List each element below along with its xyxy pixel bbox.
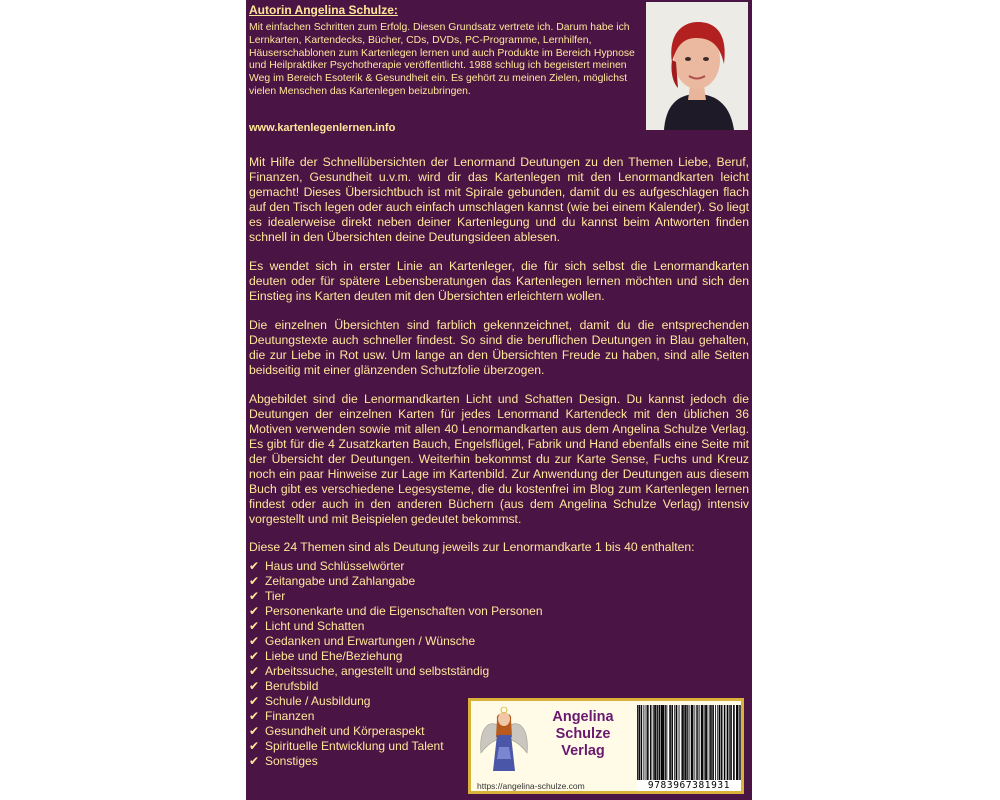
author-section [246, 0, 752, 143]
description-text [249, 155, 749, 541]
topic-label: Licht und Schatten [265, 619, 365, 633]
angel-icon [479, 707, 529, 777]
checkmark-icon: ✔ [249, 634, 260, 648]
topic-item [249, 559, 543, 574]
topic-label: Liebe und Ehe/Beziehung [265, 649, 403, 663]
topic-item [249, 619, 543, 634]
description-paragraph-4: Abgebildet sind die Lenormandkarten Licht und Schatten Design. Du kannst jedoch die Deutungen der einzelnen Karten für jedes Lenormand Kartendeck mit den üblichen 36 Motiven verwenden sowie mit allen 40 Lenormandkarten aus dem Angelina Schulze Verlag. Es gibt für die 4 Zusatzkarten Bauch, Engelsflügel, Fabrik und Hand ebenfalls eine Seite mit der Übersicht der Deutungen. Weiterhin bekommst du zur Karte Sense, Fuchs und Kreuz noch ein paar Hinweise zur Lage im Kartenbild. Zur Anwendung der Deutungen aus diesem Buch gibt es verschiedene Legesysteme, die du kostenfrei im Blog zum Kartenlegen lernen findest oder auch in den anderen Büchern (aus dem Angelina Schulze Verlag) intensiv vorgestellt und mit Beispielen gedeutet bekommst. [249, 392, 749, 526]
description-paragraph-2: Es wendet sich in erster Linie an Kartenleger, die für sich selbst die Lenormandkarten deuten oder für spätere Lebensberatungen das Kartenlegen lernen möchten und sich den Einstieg ins Karten deuten mit den Übersichten erleichtern wollen. [249, 259, 749, 303]
topic-item [249, 604, 543, 619]
topic-label: Arbeitssuche, angestellt und selbstständig [265, 664, 490, 678]
author-photo [646, 2, 748, 130]
topic-item [249, 634, 543, 649]
topic-item [249, 679, 543, 694]
topic-label: Sonstiges [265, 754, 318, 768]
checkmark-icon: ✔ [249, 664, 260, 678]
checkmark-icon: ✔ [249, 739, 260, 753]
author-portrait-icon [646, 2, 748, 130]
topic-label: Tier [265, 589, 286, 603]
description-paragraph-3: Die einzelnen Übersichten sind farblich gekennzeichnet, damit du die entsprechenden Deutungstexte auch schneller findest. So sind die beruflichen Deutungen in Blau gehalten, die zur Liebe in Rot usw. Um lange an den Übersichten Freude zu haben, sind alle Seiten beidseitig mit einer glänzenden Schutzfolie überzogen. [249, 318, 749, 377]
topic-item [249, 589, 543, 604]
checkmark-icon: ✔ [249, 709, 260, 723]
checkmark-icon: ✔ [249, 604, 260, 618]
topic-label: Berufsbild [265, 679, 319, 693]
isbn-barcode [637, 705, 741, 781]
topic-label: Schule / Ausbildung [265, 694, 371, 708]
topics-intro: Diese 24 Themen sind als Deutung jeweils zur Lenormandkarte 1 bis 40 enthalten: [249, 540, 695, 554]
topic-label: Spirituelle Entwicklung und Talent [265, 739, 444, 753]
topic-label: Zeitangabe und Zahlangabe [265, 574, 416, 588]
publisher-name [543, 709, 623, 760]
author-heading: Autorin Angelina Schulze: [249, 3, 398, 17]
checkmark-icon: ✔ [249, 724, 260, 738]
author-website-link[interactable]: www.kartenlegenlernen.info [249, 122, 396, 134]
book-back-cover [246, 0, 752, 800]
topic-label: Finanzen [265, 709, 315, 723]
topic-label: Personenkarte und die Eigenschaften von Personen [265, 604, 543, 618]
checkmark-icon: ✔ [249, 559, 260, 573]
checkmark-icon: ✔ [249, 649, 260, 663]
topic-label: Gesundheit und Körperaspekt [265, 724, 425, 738]
checkmark-icon: ✔ [249, 574, 260, 588]
publisher-name-line-2: Schulze [555, 726, 611, 742]
publisher-box [468, 698, 744, 794]
topic-label: Haus und Schlüsselwörter [265, 559, 405, 573]
publisher-website-link[interactable]: https://angelina-schulze.com [477, 781, 585, 791]
checkmark-icon: ✔ [249, 619, 260, 633]
checkmark-icon: ✔ [249, 679, 260, 693]
author-bio: Mit einfachen Schritten zum Erfolg. Diesen Grundsatz vertrete ich. Darum habe ich Lernkarten, Kartendecks, Bücher, CDs, DVDs, PC-Programme, Lernhilfen, Häuserschablonen zum Kartenlegen lernen und auch Produkte im Bereich Hypnose und Heilpraktiker Psychotherapie veröffentlicht. 1988 schlug ich begeistert meinen Weg im Bereich Esoterik & Gesundheit ein. Es gehört zu meinen Zielen, möglichst vielen Menschen das Kartenlegen beizubringen. [249, 22, 635, 97]
topic-item [249, 574, 543, 589]
barcode-icon [637, 705, 741, 781]
publisher-name-line-1: Angelina [552, 709, 614, 725]
isbn-number: 9783967381931 [637, 780, 741, 791]
publisher-name-line-3: Verlag [561, 743, 605, 759]
checkmark-icon: ✔ [249, 754, 260, 768]
checkmark-icon: ✔ [249, 694, 260, 708]
topic-item [249, 649, 543, 664]
description-paragraph-1: Mit Hilfe der Schnellübersichten der Lenormand Deutungen zu den Themen Liebe, Beruf, Finanzen, Gesundheit u.v.m. wird dir das Kartenlegen mit den Lenormandkarten leicht gemacht! Dieses Übersichtbuch ist mit Spirale gebunden, damit du es aufgeschlagen flach auf den Tisch legen oder auch einfach umschlagen kannst (wie bei einem Kalender). So liegt es idealerweise direkt neben deiner Kartenlegung und du kannst beim Antworten finden schnell in den Übersichten deine Deutungsideen ablesen. [249, 155, 749, 244]
topic-label: Gedanken und Erwartungen / Wünsche [265, 634, 476, 648]
angel-logo [479, 707, 529, 777]
topic-item [249, 664, 543, 679]
checkmark-icon: ✔ [249, 589, 260, 603]
